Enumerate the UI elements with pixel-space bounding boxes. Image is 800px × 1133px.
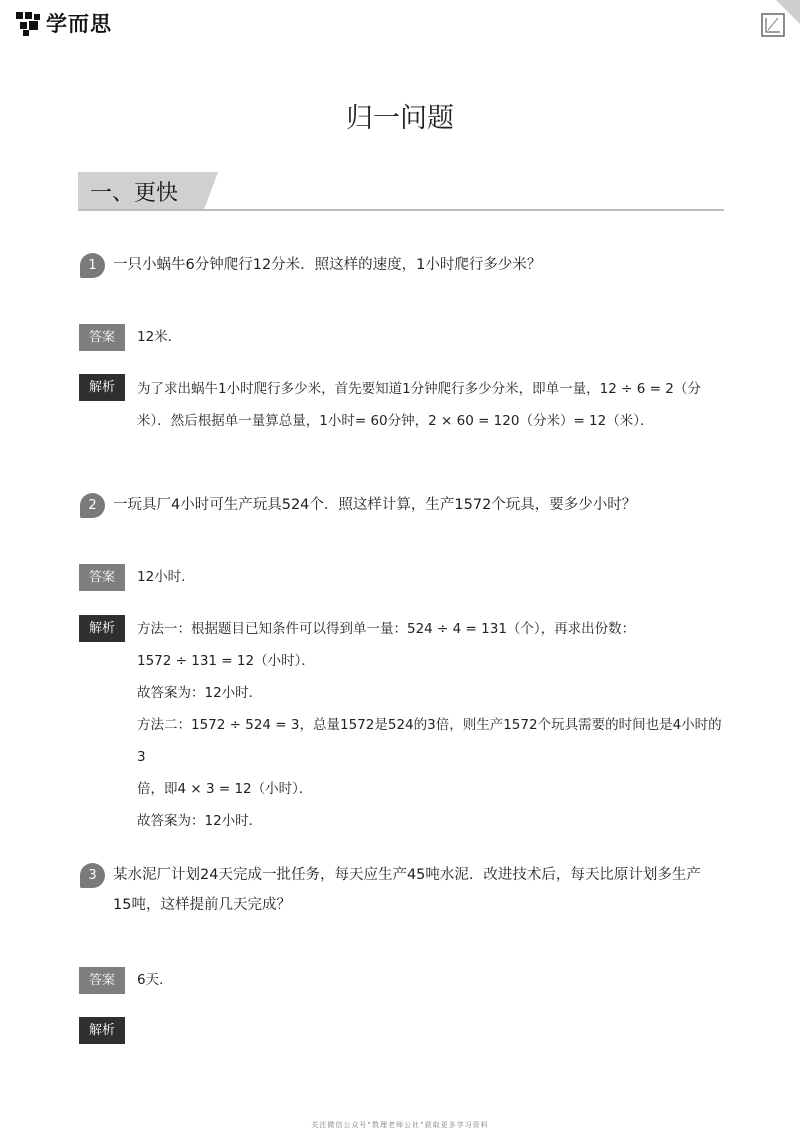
page-corner-icon [742,0,800,58]
brand-logo [14,8,112,38]
question-text: 某水泥厂计划24天完成一批任务，每天应生产45吨水泥．改进技术后，每天比原计划多生产15吨，这样提前几天完成？ [113,867,701,913]
question-text: 一玩具厂4小时可生产玩具524个．照这样计算，生产1572个玩具，要多少小时？ [113,497,637,513]
explanation-text [137,613,722,837]
answer-label: 答案 [79,564,125,591]
explanation-line: 为了求出蜗牛1小时爬行多少米，首先要知道1分钟爬行多少分米，即单一量，12 ÷ 6 = 2（分 [137,381,701,397]
answer-label: 答案 [79,967,125,994]
explanation-line: 故答案为：12小时． [137,685,263,701]
explanation-line: 方法一：根据题目已知条件可以得到单一量：524 ÷ 4 = 131（个），再求出份数： [137,621,636,637]
footer-watermark: 关注微信公众号“数理老师公社”获取更多学习资料 [311,1121,489,1129]
question-number-badge: 2 [80,493,105,518]
explanation-line: 倍，即4 × 3 = 12（小时）． [137,781,313,797]
explanation-line: 1572 ÷ 131 = 12（小时）． [137,653,315,669]
question-1 [80,250,720,280]
section-header [78,172,724,212]
question-3 [80,860,720,920]
page-title: 归一问题 [346,103,454,134]
answer-label: 答案 [79,324,125,351]
answer-text: 12米． [137,329,182,345]
logo-mark-icon [14,10,42,36]
question-number-badge: 3 [80,863,105,888]
answer-text: 6天． [137,972,173,988]
answer-text: 12小时． [137,569,195,585]
section-divider [78,209,724,211]
section-title: 一、更快 [90,181,179,206]
explanation-line: 方法二：1572 ÷ 524 = 3，总量1572是524的3倍，则生产1572个玩具需要的时间也是4小时的3 [137,717,722,765]
explanation-line: 米）．然后根据单一量算总量，1小时= 60分钟，2 × 60 = 120（分米）= 12（米）． [137,413,654,429]
explanation-line: 故答案为：12小时． [137,813,263,829]
explanation-label: 解析 [79,1017,125,1044]
explanation-label: 解析 [79,615,125,642]
explanation-label: 解析 [79,374,125,401]
explanation-text [137,373,722,437]
question-2 [80,490,720,520]
question-number-badge: 1 [80,253,105,278]
logo-text: 学而思 [46,12,112,36]
question-text: 一只小蜗牛6分钟爬行12分米．照这样的速度，1小时爬行多少米？ [113,257,542,273]
